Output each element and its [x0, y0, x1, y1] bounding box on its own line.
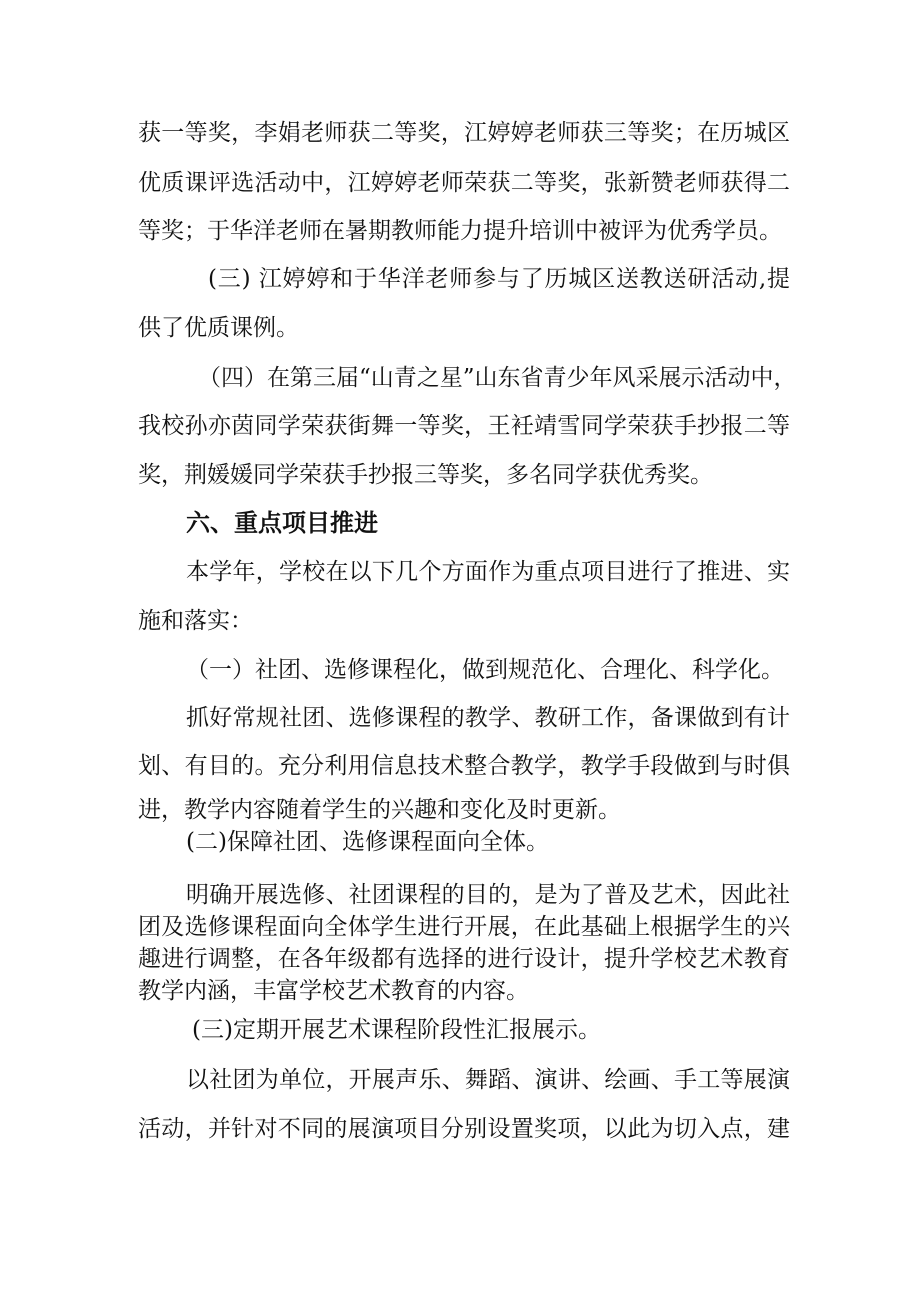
paragraph-intro-line-2: 施和落实：	[138, 608, 253, 634]
subheading-clubs-curriculum: （一）社团、选修课程化，做到规范化、合理化、科学化。	[186, 657, 784, 683]
paragraph-teaching-line-2: 划、有目的。充分利用信息技术整合教学，教学手段做到与时俱	[138, 753, 790, 779]
paragraph-purpose-line-1: 明确开展选修、社团课程的目的，是为了普及艺术，因此社	[186, 882, 790, 908]
paragraph-purpose-line-3: 趣进行调整，在各年级都有选择的进行设计，提升学校艺术教育	[138, 946, 790, 972]
paragraph-purpose-line-2: 团及选修课程面向全体学生进行开展，在此基础上根据学生的兴	[138, 914, 790, 940]
paragraph-outreach-line-2: 供了优质课例。	[138, 315, 299, 341]
paragraph-purpose-line-4: 教学内涵，丰富学校艺术教育的内容。	[138, 978, 529, 1004]
paragraph-student-awards-line-1: （四）在第三届“山青之星”山东省青少年风采展示活动中，	[198, 365, 797, 391]
paragraph-intro-line-1: 本学年，学校在以下几个方面作为重点项目进行了推进、实	[186, 559, 790, 585]
paragraph-teaching-line-3: 进，教学内容随着学生的兴趣和变化及时更新。	[138, 797, 621, 823]
paragraph-showcase-line-2: 活动，并针对不同的展演项目分别设置奖项，以此为切入点，建	[138, 1116, 790, 1142]
paragraph-showcase-line-1: 以社团为单位，开展声乐、舞蹈、演讲、绘画、手工等展演	[186, 1067, 790, 1093]
subheading-for-all: (二)保障社团、选修课程面向全体。	[186, 829, 549, 855]
paragraph-student-awards-line-2: 我校孙亦茵同学荣获街舞一等奖，王衽靖雪同学荣获手抄报二等	[138, 413, 790, 439]
paragraph-outreach-line-1: (三) 江婷婷和于华洋老师参与了历城区送教送研活动,提	[208, 266, 790, 292]
paragraph-awards-line-2: 优质课评选活动中，江婷婷老师荣获二等奖，张新赞老师获得二	[138, 170, 790, 196]
paragraph-student-awards-line-3: 奖，荆媛媛同学荣获手抄报三等奖，多名同学获优秀奖。	[138, 462, 713, 488]
subheading-showcase: (三)定期开展艺术课程阶段性汇报展示。	[192, 1017, 601, 1043]
paragraph-awards-line-1: 获一等奖，李娟老师获二等奖，江婷婷老师获三等奖；在历城区	[138, 120, 790, 146]
paragraph-teaching-line-1: 抓好常规社团、选修课程的教学、教研工作，备课做到有计	[186, 705, 790, 731]
paragraph-awards-line-3: 等奖；于华洋老师在暑期教师能力提升培训中被评为优秀学员。	[138, 218, 782, 244]
section-heading: 六、重点项目推进	[186, 509, 378, 537]
